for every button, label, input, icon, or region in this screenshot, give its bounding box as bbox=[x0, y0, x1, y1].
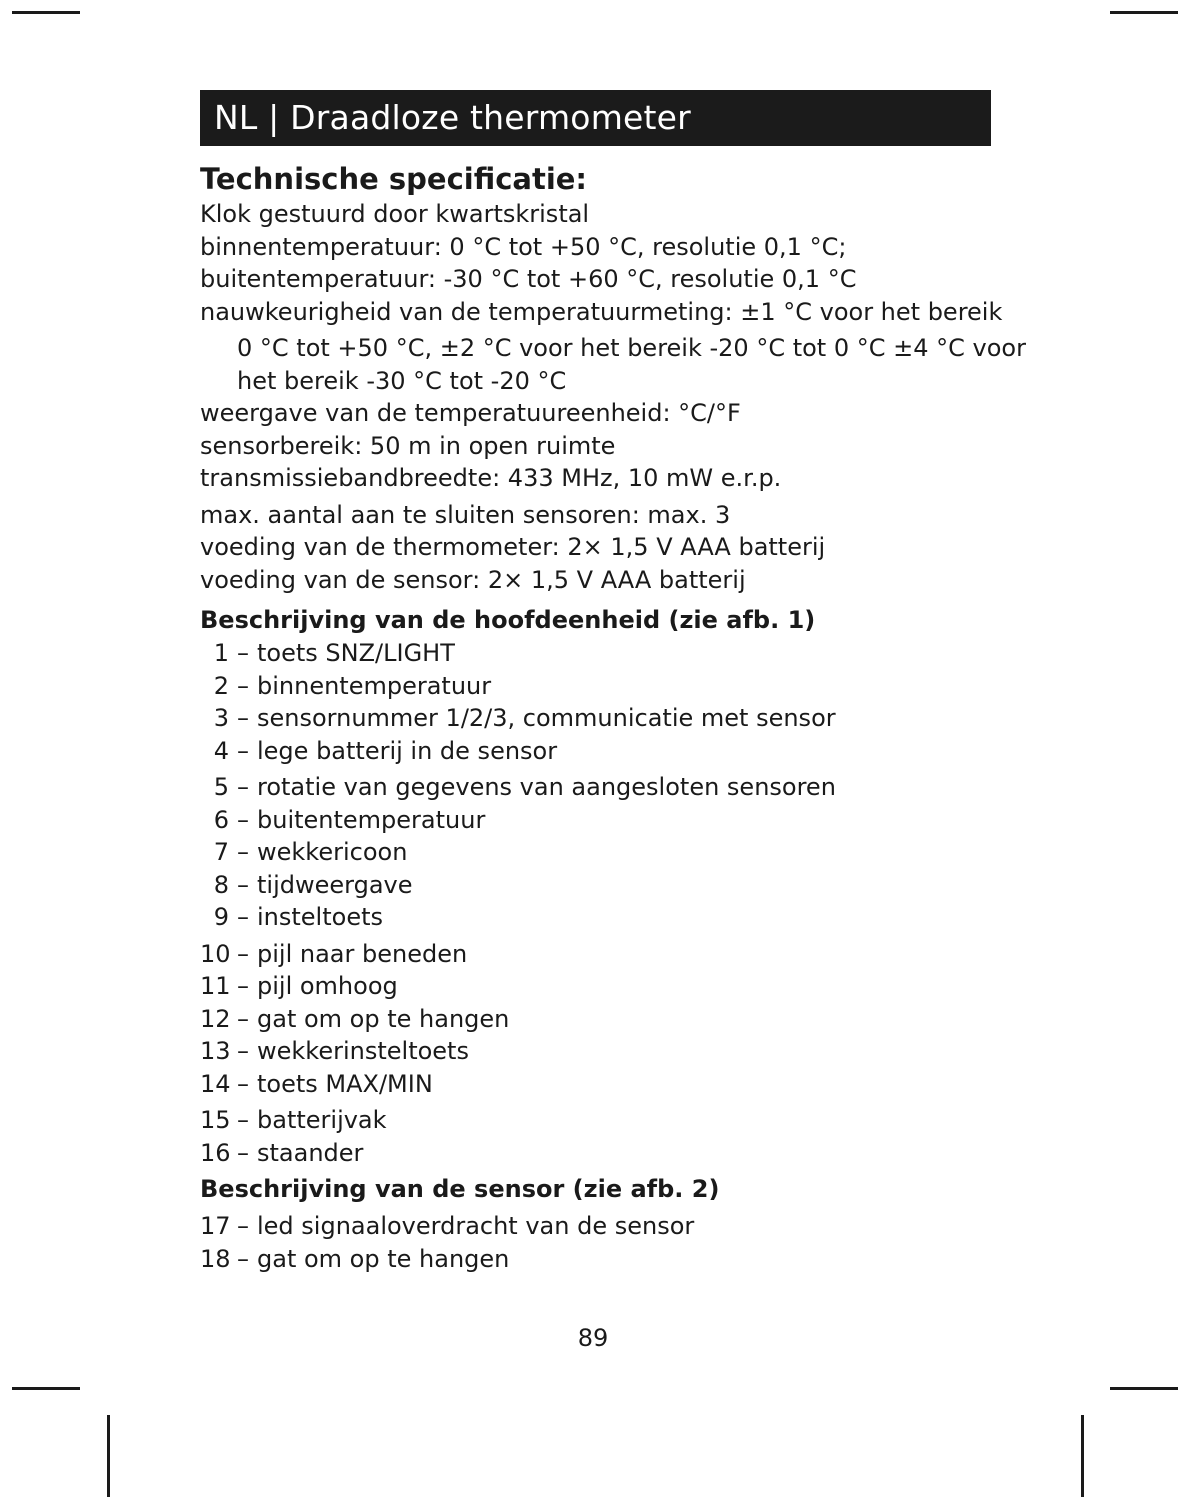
spec-line: sensorbereik: 50 m in open ruimte bbox=[200, 431, 616, 460]
main-unit-heading: Beschrijving van de hoofdeenheid (zie afb. 1) bbox=[200, 606, 816, 634]
list-item: 18 – gat om op te hangen bbox=[200, 1244, 510, 1273]
page-number: 89 bbox=[577, 1324, 609, 1352]
list-item: 15 – batterijvak bbox=[200, 1106, 387, 1134]
spec-line-continued: het bereik -30 °C tot -20 °C bbox=[237, 366, 567, 395]
spec-line: buitentemperatuur: -30 °C tot +60 °C, resolutie 0,1 °C bbox=[200, 265, 857, 293]
main-unit-list bbox=[200, 637, 1000, 1169]
sensor-heading: Beschrijving van de sensor (zie afb. 2) bbox=[200, 1175, 720, 1203]
list-item: 6 – buitentemperatuur bbox=[213, 805, 486, 834]
tech-spec-list bbox=[200, 198, 1026, 596]
list-item: 17 – led signaaloverdracht van de sensor bbox=[200, 1212, 695, 1240]
list-item: 4 – lege batterij in de sensor bbox=[213, 736, 558, 765]
list-item: 7 – wekkericoon bbox=[213, 838, 408, 866]
list-item: 9 – insteltoets bbox=[213, 903, 383, 931]
list-item: 8 – tijdweergave bbox=[213, 870, 413, 899]
list-item: 13 – wekkerinsteltoets bbox=[200, 1037, 469, 1065]
crop-mark-bottom-right bbox=[1110, 1387, 1178, 1390]
sensor-list bbox=[200, 1210, 1000, 1275]
spec-line: nauwkeurigheid van de temperatuurmeting: ±1 °C voor het bereik bbox=[200, 297, 1003, 326]
list-item: 11 – pijl omhoog bbox=[200, 972, 398, 1000]
list-item: 3 – sensornummer 1/2/3, communicatie met sensor bbox=[213, 704, 836, 732]
spec-line: transmissiebandbreedte: 433 MHz, 10 mW e.r.p. bbox=[200, 464, 782, 492]
crop-mark-top-right bbox=[1110, 11, 1178, 14]
list-item: 1 – toets SNZ/LIGHT bbox=[213, 639, 455, 667]
list-item: 5 – rotatie van gegevens van aangesloten sensoren bbox=[213, 773, 836, 801]
page-title: NL | Draadloze thermometer bbox=[214, 98, 691, 137]
crop-mark-bottom-right-vertical bbox=[1081, 1415, 1084, 1497]
crop-mark-bottom-left-vertical bbox=[107, 1415, 110, 1497]
crop-mark-bottom-left bbox=[12, 1387, 80, 1390]
spec-line: max. aantal aan te sluiten sensoren: max. 3 bbox=[200, 500, 731, 529]
list-item: 14 – toets MAX/MIN bbox=[200, 1069, 433, 1098]
page-title-banner bbox=[200, 90, 991, 146]
spec-line: voeding van de thermometer: 2× 1,5 V AAA batterij bbox=[200, 533, 826, 561]
spec-line: binnentemperatuur: 0 °C tot +50 °C, resolutie 0,1 °C; bbox=[200, 232, 847, 261]
list-item: 12 – gat om op te hangen bbox=[200, 1004, 510, 1033]
crop-mark-top-left bbox=[12, 11, 80, 14]
spec-line: Klok gestuurd door kwartskristal bbox=[200, 200, 590, 228]
page-content bbox=[200, 160, 1026, 1275]
list-item: 16 – staander bbox=[200, 1138, 364, 1167]
list-item: 10 – pijl naar beneden bbox=[200, 939, 468, 968]
spec-line: voeding van de sensor: 2× 1,5 V AAA batterij bbox=[200, 565, 746, 594]
spec-line: weergave van de temperatuureenheid: °C/°F bbox=[200, 399, 741, 427]
list-item: 2 – binnentemperatuur bbox=[213, 671, 492, 700]
spec-line-continued: 0 °C tot +50 °C, ±2 °C voor het bereik -20 °C tot 0 °C ±4 °C voor bbox=[237, 334, 1026, 362]
tech-spec-heading: Technische specificatie: bbox=[200, 162, 588, 196]
